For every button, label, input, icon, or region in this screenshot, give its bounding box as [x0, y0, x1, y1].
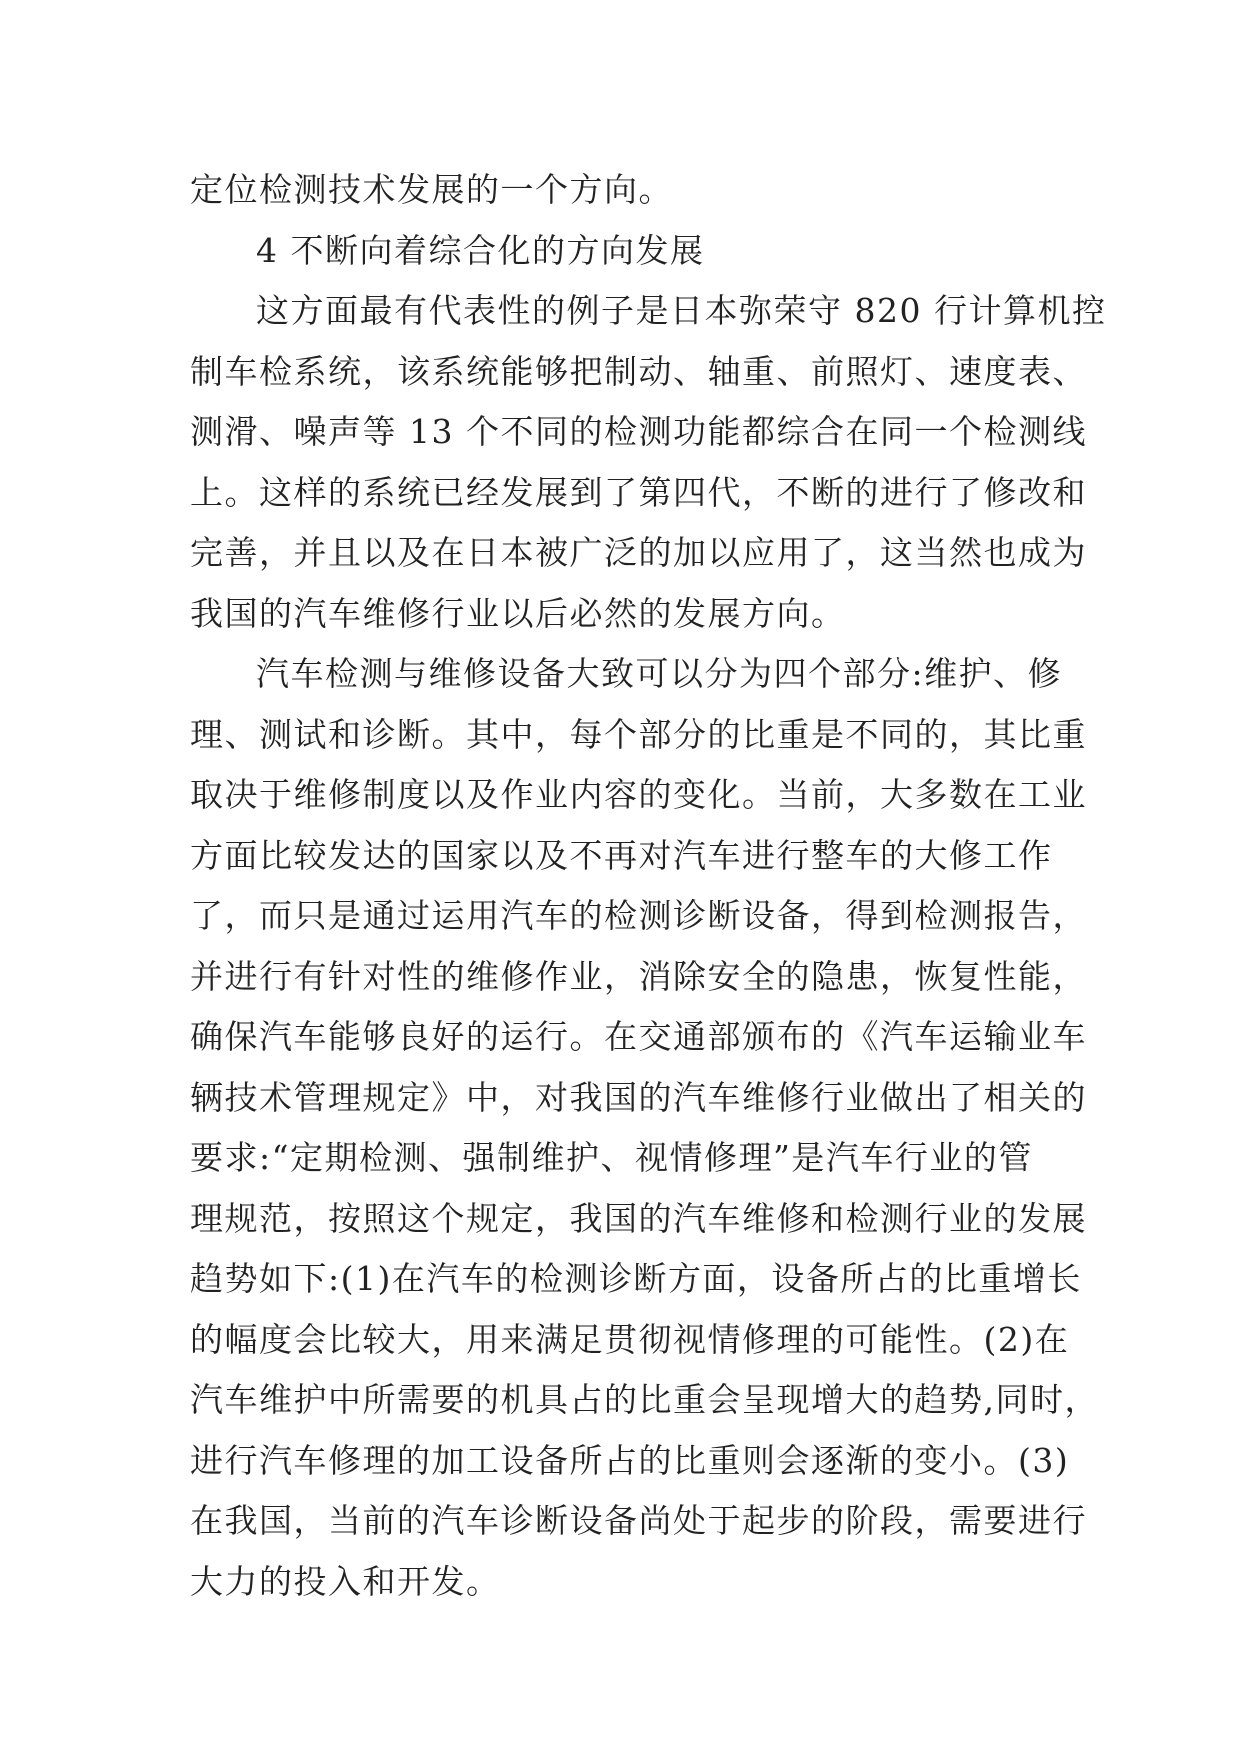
paragraph-line: 完善，并且以及在日本被广泛的加以应用了，这当然也成为	[190, 533, 1087, 572]
paragraph-line: 上。这样的系统已经发展到了第四代，不断的进行了修改和	[190, 472, 1087, 512]
section-heading-text: 4 不断向着综合化的方向发展	[256, 230, 705, 270]
paragraph-line: 大力的投入和开发。	[190, 1561, 501, 1601]
paragraph-line: 汽车维护中所需要的机具占的比重会呈现增大的趋势,同时，	[190, 1380, 1099, 1419]
paragraph-line: 并进行有针对性的维修作业，消除安全的隐患，恢复性能，	[190, 956, 1087, 996]
paragraph-line: 汽车检测与维修设备大致可以分为四个部分:维护、修	[256, 654, 1063, 693]
paragraph-line: 的幅度会比较大，用来满足贯彻视情修理的可能性。(2)在	[190, 1319, 1070, 1359]
paragraph-line: 了，而只是通过运用汽车的检测诊断设备，得到检测报告，	[190, 896, 1087, 935]
paragraph-line: 这方面最有代表性的例子是日本弥荣守 820 行计算机控	[256, 291, 1107, 330]
paragraph-line: 要求:“定期检测、强制维护、视情修理”是汽车行业的管	[190, 1138, 1033, 1177]
document-body	[190, 160, 1107, 1612]
paragraph-line: 理规范，按照这个规定，我国的汽车维修和检测行业的发展	[190, 1198, 1087, 1238]
paragraph-line: 我国的汽车维修行业以后必然的发展方向。	[190, 593, 846, 633]
paragraph-line: 辆技术管理规定》中，对我国的汽车维修行业做出了相关的	[190, 1077, 1087, 1117]
paragraph-2	[190, 644, 1099, 1612]
paragraph-1	[190, 281, 1107, 644]
intro-tail-paragraph	[190, 160, 1070, 221]
paragraph-line: 趋势如下:(1)在汽车的检测诊断方面，设备所占的比重增长	[190, 1259, 1082, 1298]
section-heading	[190, 221, 1070, 282]
paragraph-line: 进行汽车修理的加工设备所占的比重则会逐渐的变小。(3)	[190, 1440, 1070, 1480]
paragraph-line: 在我国，当前的汽车诊断设备尚处于起步的阶段，需要进行	[190, 1501, 1087, 1540]
paragraph-line: 确保汽车能够良好的运行。在交通部颁布的《汽车运输业车	[190, 1017, 1087, 1056]
paragraph-line: 理、测试和诊断。其中，每个部分的比重是不同的，其比重	[190, 714, 1087, 754]
intro-tail-line: 定位检测技术发展的一个方向。	[190, 170, 673, 209]
paragraph-line: 方面比较发达的国家以及不再对汽车进行整车的大修工作	[190, 835, 1053, 875]
paragraph-line: 测滑、噪声等 13 个不同的检测功能都综合在同一个检测线	[190, 412, 1087, 451]
paragraph-line: 取决于维修制度以及作业内容的变化。当前，大多数在工业	[190, 775, 1087, 814]
paragraph-line: 制车检系统，该系统能够把制动、轴重、前照灯、速度表、	[190, 351, 1087, 391]
